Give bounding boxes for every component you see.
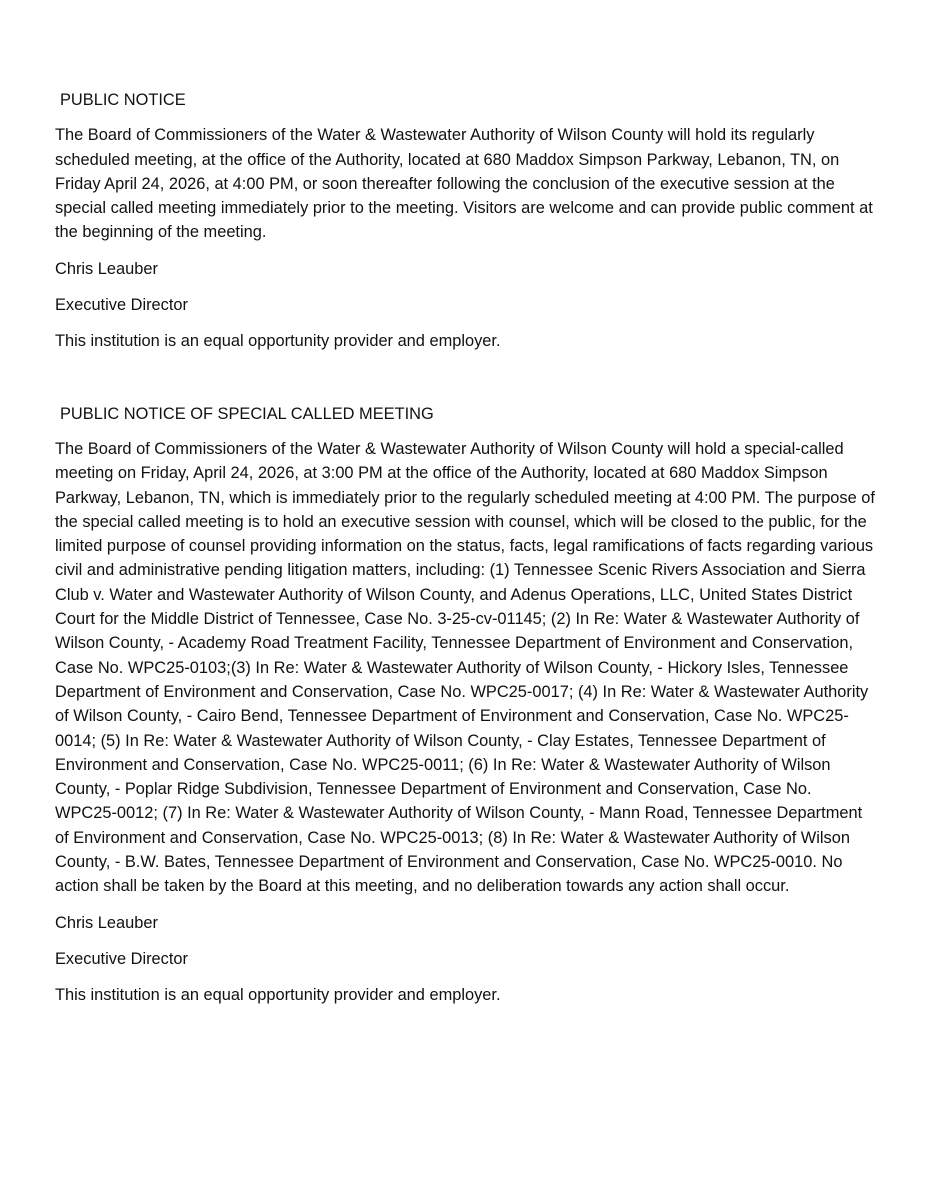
signer-title: Executive Director [55, 296, 188, 315]
notice-title: PUBLIC NOTICE [60, 91, 186, 109]
public-notice [55, 88, 875, 354]
notice-body: The Board of Commissioners of the Water & Wastewater Authority of Wilson County will hold its regularly scheduled meeting, at the office of the Authority, located at 680 Maddox Simpson Parkway, Lebanon, TN, on Friday April 24, 2026, at 4:00 PM, or soon thereafter following the conclusion of the executive session at the special called meeting immediately prior to the meeting. Visitors are welcome and can provide public comment at the beginning of the meeting. [55, 126, 873, 242]
notice-title: PUBLIC NOTICE OF SPECIAL CALLED MEETING [60, 404, 434, 423]
equal-opportunity-statement: This institution is an equal opportunity provider and employer. [55, 332, 501, 351]
notice-body: The Board of Commissioners of the Water & Wastewater Authority of Wilson County will hold a special-called meeting on Friday, April 24, 2026, at 3:00 PM at the office of the Authority, located at 680 Maddox Simpson Parkway, Lebanon, TN, which is immediately prior to the regularly scheduled meeting at 4:00 PM. The purpose of the special called meeting is to hold an executive session with counsel, which will be closed to the public, for the limited purpose of counsel providing information on the status, facts, legal ramifications of facts regarding various civil and administrative pending litigation matters, including: (1) Tennessee Scenic Rivers Association and Sierra Club v. Water and Wastewater Authority of Wilson County, and Adenus Operations, LLC, United States District Court for the Middle District of Tennessee, Case No. 3-25-cv-01145; (2) In Re: Water & Wastewater Authority of Wilson County, - Academy Road Treatment Facility, Tennessee Department of Environment and Conservation, Case No. WPC25-0103;(3) In Re: Water & Wastewater Authority of Wilson County, - Hickory Isles, Tennessee Department of Environment and Conservation, Case No. WPC25-0017; (4) In Re: Water & Wastewater Authority of Wilson County, - Cairo Bend, Tennessee Department of Environment and Conservation, Case No. WPC25-0014; (5) In Re: Water & Wastewater Authority of Wilson County, - Clay Estates, Tennessee Department of Environment and Conservation, Case No. WPC25-0011; (6) In Re: Water & Wastewater Authority of Wilson County, - Poplar Ridge Subdivision, Tennessee Department of Environment and Conservation, Case No. WPC25-0012; (7) In Re: Water & Wastewater Authority of Wilson County, - Mann Road, Tennessee Department of Environment and Conservation, Case No. WPC25-0013; (8) In Re: Water & Wastewater Authority of Wilson County, - B.W. Bates, Tennessee Department of Environment and Conservation, Case No. WPC25-0010. No action shall be taken by the Board at this meeting, and no deliberation towards any action shall occur. [55, 439, 875, 896]
document-page [55, 88, 875, 1020]
equal-opportunity-statement: This institution is an equal opportunity provider and employer. [55, 986, 501, 1005]
signer-name: Chris Leauber [55, 913, 158, 932]
special-called-meeting-notice [55, 402, 875, 1008]
signer-name: Chris Leauber [55, 259, 158, 278]
signer-title: Executive Director [55, 949, 188, 968]
